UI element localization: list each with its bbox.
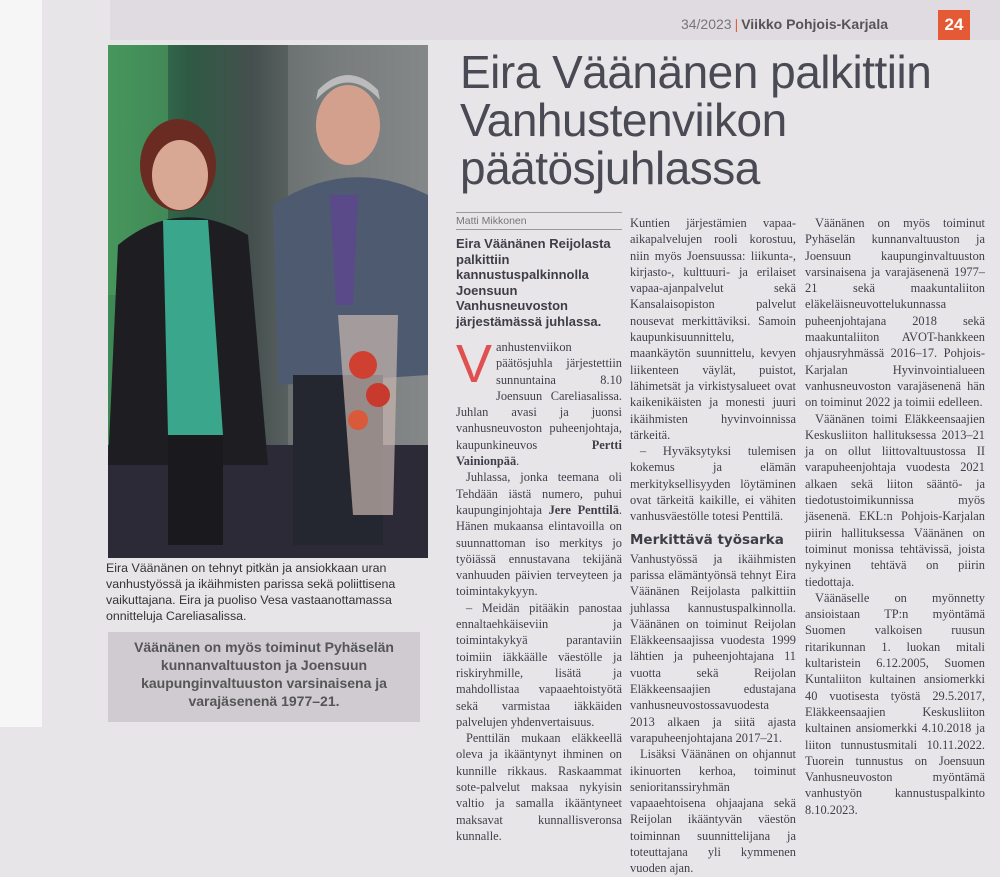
column-1	[456, 334, 622, 844]
text: anhustenviikon päätösjuhla järjestettiin sunnuntaina 8.10 Joensuun Careliasalissa. Juhlan avasi ja juonsi vanhusneuvoston puheenjohtaja, kaupunkineuvos	[456, 340, 622, 452]
subheading: Merkittävä työsarka	[630, 531, 784, 548]
column-3	[805, 215, 985, 818]
photo-caption: Eira Väänänen on tehnyt pitkän ja ansiokkaan uran vanhustyössä ja ikäihmisten parissa sekä poliittisena vaikuttajana. Eira ja puoliso Vesa vastaanottamassa onnitteluja Careliasalissa.	[106, 561, 396, 623]
paragraph	[456, 334, 622, 469]
paragraph: Penttilän mukaan eläkkeellä oleva ja ikääntynyt ihminen on kunnille rikkaus. Raskaammat sote-palvelut maksaa nykyisin valtio ja samalla ikääntyneet maksavat kunnallisveronsa kunnalle.	[456, 731, 622, 843]
text: . Hänen mukaansa elintavoilla on suunnattoman iso merkitys jo työiässä ennustavana tekijänä vanhuuden päivien terveyteen ja toimintakykyyn.	[456, 502, 622, 599]
pull-quote: Väänänen on myös toiminut Pyhäselän kunnanvaltuuston ja Joensuun kaupunginvaltuuston varsinaisena ja varajäsenenä 1977–21.	[108, 632, 420, 722]
text: .	[516, 454, 520, 469]
paragraph: Kuntien järjestämien vapaa-aikapalvelujen rooli korostuu, niin myös Joensuussa: liikunta-, kirjasto-, kulttuuri- ja erilaiset vapaa-ajanpalvelut sekä Kansalaisopiston palvelut nousevat merkittäviksi. Samoin kaupunkisuunnittelu, maankäytön suunnittelu, kevyen liikenteen väylät, puistot, lähimetsät ja virkistysalueet ovat kaikenikäisten ja monesti juuri ikäihmisten hyvinvoinnissa tärkeitä.	[630, 216, 796, 442]
paragraph: Vanhustyössä ja ikäihmisten parissa elämäntyönsä tehnyt Eira Väänänen Reijolasta palkittiin juhlassa kannustuspalkinnolla. Väänänen on toiminut Reijolan Eläkkeensaajissa vuodesta 1999 lähtien ja puheenjohtajana 11 vuotta sekä Reijolan Eläkkeensaajien edustajana vanhusneuvostossavuodesta 2013 alkaen ja siitä ajasta varapuheenjohtajana 2017–21.	[630, 551, 796, 745]
article-title: Eira Väänänen palkittiin Vanhustenviikon päätösjuhlassa	[460, 46, 932, 194]
paragraph: Väänäselle on myönnetty ansioistaan TP:n myöntämä Suomen valkoisen ruusun ritarikunnan 1. luokan mitali kultaristein 6.12.2005, Suomen Kuntaliiton kultainen ansiomerkki 40 vuotisesta työstä 29.5.2017, Eläkkeensaajien Keskusliiton kultainen ansiomerkki 4.10.2018 ja liiton tunnustusmitali 10.11.2022. Tuorein tunnustus on Joensuun Vanhusneuvoston myöntämä vanhustyön kannustuspalkinto 8.10.2023.	[805, 590, 985, 817]
article-photo	[108, 45, 428, 558]
photo-illustration	[108, 45, 428, 558]
byline: Matti Mikkonen	[456, 212, 622, 230]
paragraph: – Meidän pitääkin panostaa ennaltaehkäiseviin ja toimintakykyä parantaviin toimiin iäkkäälle väestölle ja riskiryhmille, lisätä ja mahdollistaa vapaaehtoistyötä sekä varmistaa iäkkäiden palvelujen yhdenvertaisuus.	[456, 600, 622, 729]
column-1-area	[456, 212, 622, 844]
issue-info	[681, 16, 888, 32]
paragraph: Väänänen on myös toiminut Pyhäselän kunnanvaltuuston ja Joensuun kaupunginvaltuuston varsinaisena ja varajäsenenä 1977–21 sekä maakuntaliiton eläkeläisneuvottelukunnassa puheenjohtajana 2018 sekä maakuntaliiton AVOT-hankkeen ohjausryhmässä 2016–17. Pohjois-Karjalan Hyvinvointialueen vanhusneuvoston varajäsenenä hän on toiminut 2022 ja toimii edelleen.	[805, 216, 985, 410]
paragraph: – Hyväksytyksi tulemisen kokemus ja elämän merkityksellisyyden löytäminen ovat tärkeitä kaikille, ei vähiten vanhusväestölle totesi Penttilä.	[630, 444, 796, 524]
text: Juhlassa, jonka teemana oli Tehdään iästä numero, puhui kaupunginjohtaja	[456, 470, 622, 517]
paragraph: Lisäksi Väänänen on ohjannut ikinuorten kerhoa, toiminut senioritanssiryhmän vapaaehtoisena ohjaajana sekä Reijolan ikääntyvän väestön toiminnan suunnittelijana ja toteuttajana yli kymmenen vuoden ajan.	[630, 747, 796, 876]
person-name: Pertti Vainionpää	[456, 437, 622, 469]
person-name: Jere Penttilä	[548, 502, 619, 517]
separator: |	[734, 16, 739, 32]
caption-area	[106, 560, 431, 722]
issue-number: 34/2023	[680, 16, 732, 32]
paper-name: Viikko Pohjois-Karjala	[741, 16, 888, 32]
paragraph: Väänänen toimi Eläkkeensaajien Keskusliiton hallituksessa 2013–21 ja on ollut liittovaltuustossa II varapuheenjohtaja vuodesta 2021 alkaen sekä liiton sääntö- ja tiedotustoimikunnissa myös jäsenenä. EKL:n Pohjois-Karjalan piirin hallituksessa Väänänen on toiminut monissa tehtävissä, joista nykyinen tehtävä on piirin tiedottaja.	[805, 411, 985, 589]
scan-edge	[0, 0, 42, 727]
paragraph	[456, 469, 622, 599]
article-lead: Eira Väänänen Reijolasta palkittiin kannustuspalkinnolla Joensuun Vanhusneuvoston järjestämässä juhlassa.	[456, 236, 611, 329]
drop-cap: V	[456, 334, 493, 394]
page-header	[110, 0, 1000, 40]
column-2	[630, 215, 796, 877]
page-number: 24	[938, 10, 970, 40]
